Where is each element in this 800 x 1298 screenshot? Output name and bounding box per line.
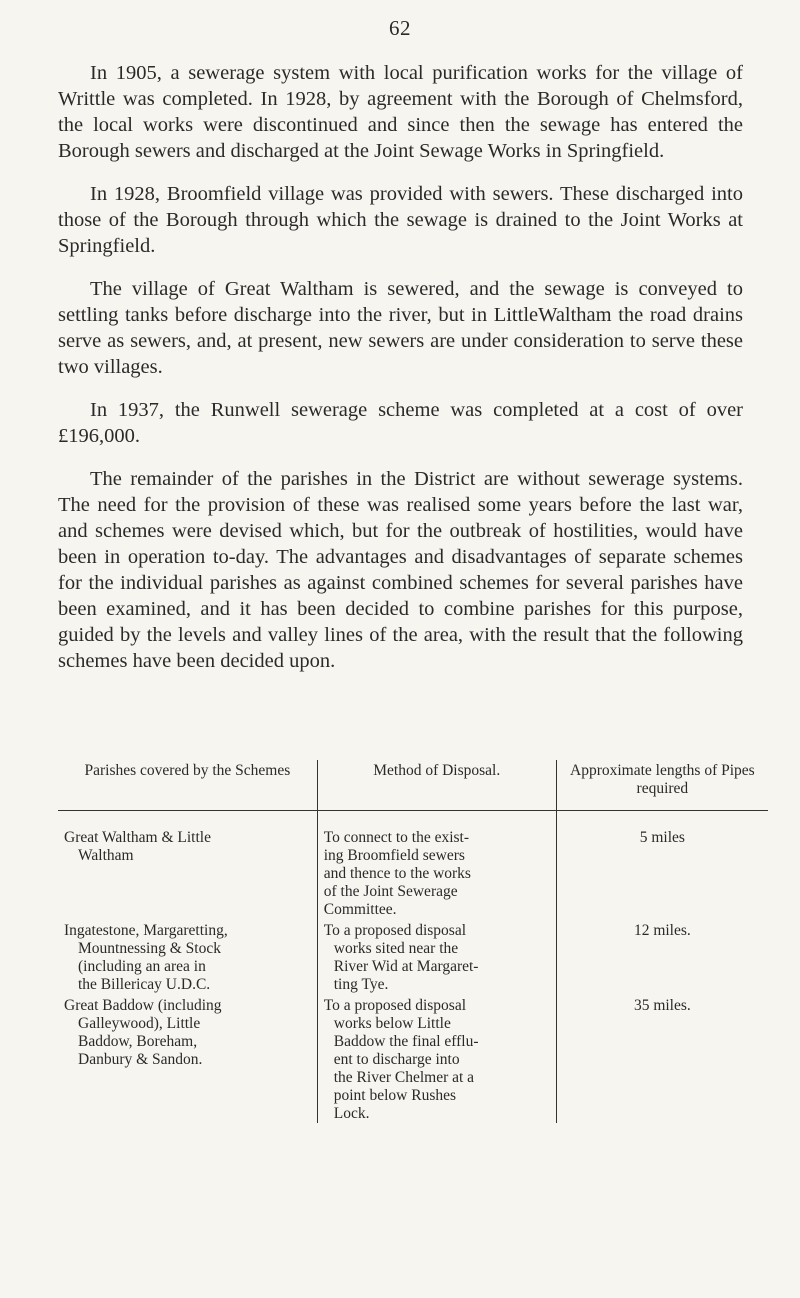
- parishes-line: Mountnessing & Stock: [78, 940, 221, 957]
- body-text: [58, 60, 743, 691]
- paragraph-remainder: The remainder of the parishes in the District are without sewerage systems. The need for the provision of these was realised some years before the last war, and schemes were devised which, but for the outbreak of hostilities, would have been in operation to-day. The advantages and disadvantages of separate schemes for the individual parishes as against combined schemes for several parishes have been examined, and it has been decided to combine parishes for this purpose, guided by the levels and valley lines of the area, with the result that the following schemes have been decided upon.: [58, 468, 743, 672]
- parishes-line: Great Waltham & Little: [64, 829, 211, 846]
- method-line: ent to discharge into: [333, 1051, 460, 1068]
- table-row: [58, 994, 768, 1123]
- header-lengths: Approximate lengths of Pipes required: [556, 760, 768, 811]
- method-line: works below Little: [333, 1015, 451, 1032]
- parishes-line: the Billericay U.D.C.: [78, 976, 211, 993]
- table-row: [58, 811, 768, 920]
- parishes-line: Galleywood), Little: [78, 1015, 201, 1032]
- parishes-cell: [58, 994, 317, 1123]
- method-cell: [317, 919, 556, 994]
- parishes-line: Great Baddow (including: [64, 997, 222, 1014]
- method-line: point below Rushes: [333, 1087, 457, 1104]
- parishes-line: Ingatestone, Margaretting,: [64, 922, 228, 939]
- parishes-line: Baddow, Boreham,: [78, 1033, 198, 1050]
- page-number: 62: [389, 16, 411, 40]
- method-line: Lock.: [333, 1105, 370, 1122]
- schemes-table: [58, 760, 768, 1123]
- length-cell: 35 miles.: [556, 994, 768, 1123]
- parishes-line: Danbury & Sandon.: [78, 1051, 203, 1068]
- paragraph-runwell: In 1937, the Runwell sewerage scheme was completed at a cost of over £196,000.: [58, 399, 743, 447]
- method-cell: [317, 811, 556, 920]
- paragraph-great-waltham: The village of Great Waltham is sewered, and the sewage is conveyed to settling tanks before discharge into the river, but in LittleWaltham the road drains serve as sewers, and, at present, new sewers are under consideration to serve these two villages.: [58, 278, 743, 378]
- header-method: Method of Disposal.: [317, 760, 556, 811]
- method-line: ing Broomfield sewers: [323, 847, 465, 864]
- method-line: ting Tye.: [333, 976, 389, 993]
- header-parishes: Parishes covered by the Schemes: [58, 760, 317, 811]
- method-cell: [317, 994, 556, 1123]
- length-cell: 12 miles.: [556, 919, 768, 994]
- parishes-cell: [58, 811, 317, 920]
- parishes-line: Waltham: [78, 847, 134, 864]
- method-line: To connect to the exist-: [323, 829, 470, 846]
- method-line: of the Joint Sewerage: [323, 883, 458, 900]
- length-cell: 5 miles: [556, 811, 768, 920]
- method-line: the River Chelmer at a: [333, 1069, 475, 1086]
- parishes-line: (including an area in: [78, 958, 206, 975]
- table-row: [58, 919, 768, 994]
- method-line: River Wid at Margaret-: [333, 958, 479, 975]
- method-line: To a proposed disposal: [323, 922, 467, 939]
- method-line: works sited near the: [333, 940, 459, 957]
- method-line: To a proposed disposal: [323, 997, 467, 1014]
- method-line: Baddow the final efflu-: [333, 1033, 479, 1050]
- method-line: and thence to the works: [323, 865, 471, 882]
- method-line: Committee.: [323, 901, 397, 918]
- paragraph-writtle: In 1905, a sewerage system with local purification works for the village of Writtle was completed. In 1928, by agreement with the Borough of Chelmsford, the local works were discontinued and since then the sewage has entered the Borough sewers and discharged at the Joint Sewage Works in Springfield.: [58, 62, 743, 162]
- parishes-cell: [58, 919, 317, 994]
- table-header-row: [58, 760, 768, 811]
- paragraph-broomfield: In 1928, Broomfield village was provided with sewers. These discharged into those of the Borough through which the sewage is drained to the Joint Works at Springfield.: [58, 183, 743, 257]
